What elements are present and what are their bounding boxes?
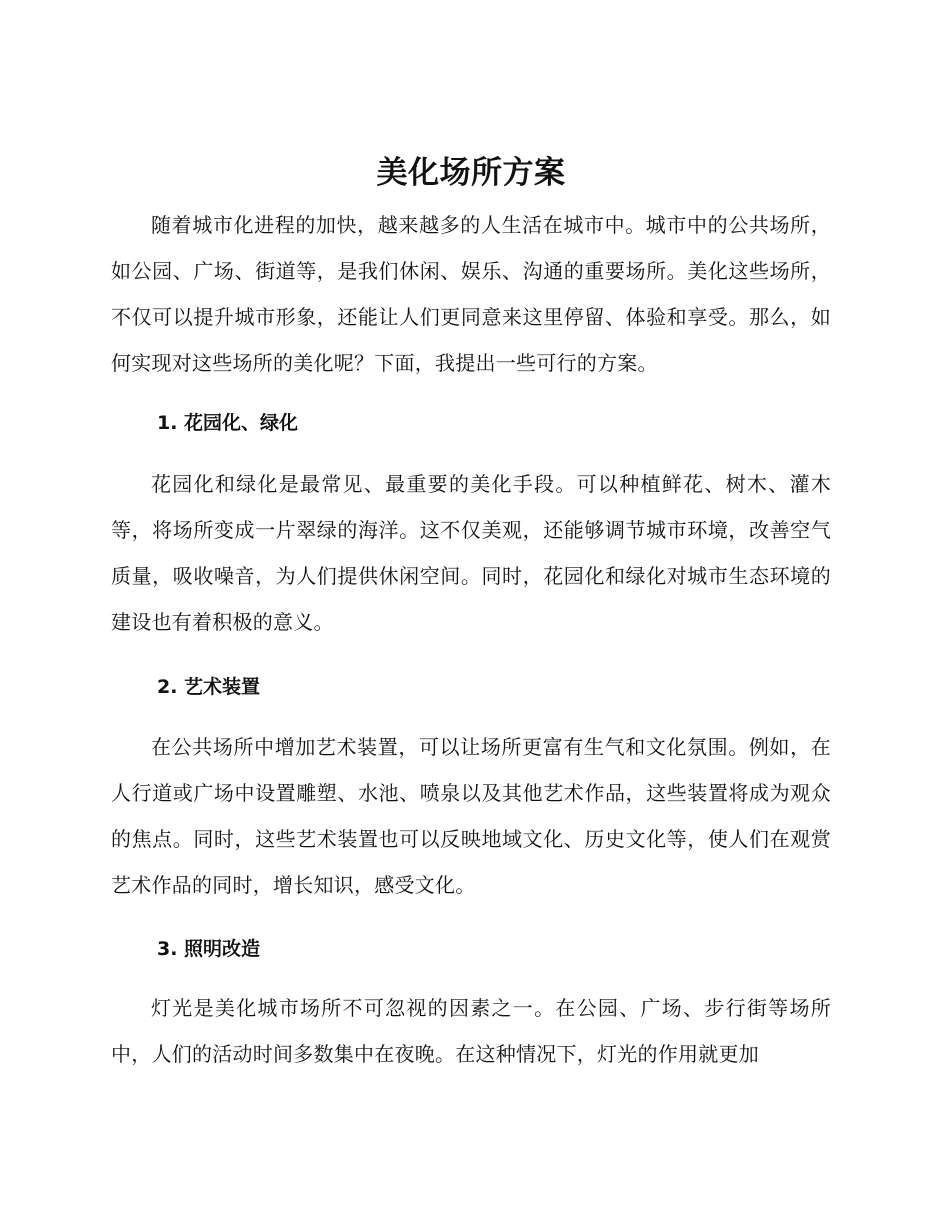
- document-body: [111, 150, 831, 1077]
- section-body-greening: 花园化和绿化是最常见、最重要的美化手段。可以种植鲜花、树木、灌木等，将场所变成一片翠绿的海洋。这不仅美观，还能够调节城市环境，改善空气质量，吸收噪音，为人们提供休闲空间。同时，花园化和绿化对城市生态环境的建设也有着积极的意义。: [111, 472, 831, 634]
- section-heading-greening: 1. 花园化、绿化: [157, 412, 299, 434]
- document-title: 美化场所方案: [376, 155, 566, 191]
- section-body-art-installations: 在公共场所中增加艺术装置，可以让场所更富有生气和文化氛围。例如，在人行道或广场中设置雕塑、水池、喷泉以及其他艺术作品，这些装置将成为观众的焦点。同时，这些艺术装置也可以反映地域文化、历史文化等，使人们在观赏艺术作品的同时，增长知识，感受文化。: [111, 735, 831, 897]
- section-body-lighting: 灯光是美化城市场所不可忽视的因素之一。在公园、广场、步行街等场所中，人们的活动时间多数集中在夜晚。在这种情况下，灯光的作用就更加: [111, 996, 831, 1066]
- section-heading-lighting: 3. 照明改造: [157, 938, 261, 960]
- intro-paragraph: 随着城市化进程的加快，越来越多的人生活在城市中。城市中的公共场所，如公园、广场、街道等，是我们休闲、娱乐、沟通的重要场所。美化这些场所，不仅可以提升城市形象，还能让人们更同意来这里停留、体验和享受。那么，如何实现对这些场所的美化呢？下面，我提出一些可行的方案。: [111, 213, 831, 375]
- section-heading-art-installations: 2. 艺术装置: [157, 676, 261, 698]
